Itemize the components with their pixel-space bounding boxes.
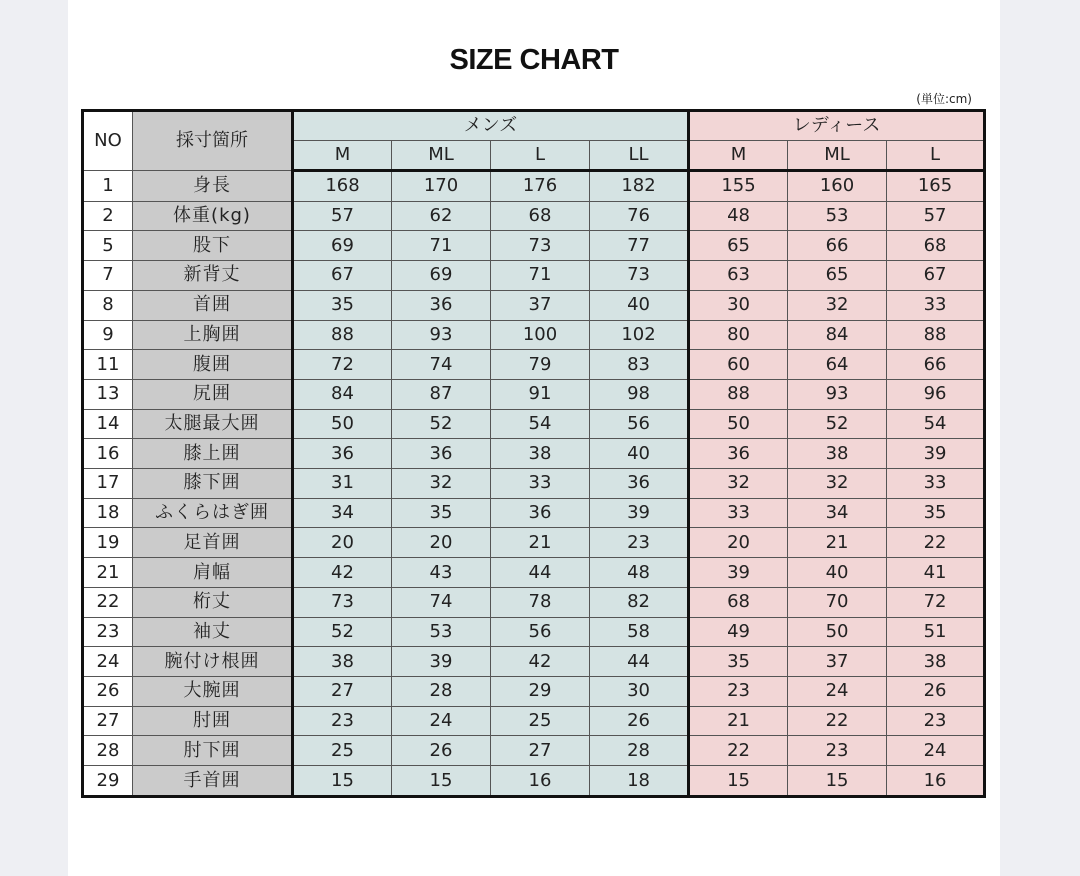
cell-ladies-value: 65 <box>788 261 887 291</box>
cell-mens-value: 71 <box>491 261 590 291</box>
header-mens-size: ML <box>392 141 491 171</box>
cell-ladies-value: 26 <box>887 676 985 706</box>
cell-ladies-value: 72 <box>887 587 985 617</box>
cell-mens-value: 20 <box>392 528 491 558</box>
cell-ladies-value: 48 <box>689 201 788 231</box>
cell-mens-value: 35 <box>293 290 392 320</box>
cell-mens-value: 28 <box>590 736 689 766</box>
table-row <box>83 350 985 380</box>
cell-mens-value: 84 <box>293 379 392 409</box>
cell-mens-value: 74 <box>392 587 491 617</box>
cell-ladies-value: 52 <box>788 409 887 439</box>
cell-mens-value: 20 <box>293 528 392 558</box>
cell-ladies-value: 54 <box>887 409 985 439</box>
table-row <box>83 379 985 409</box>
cell-part: 足首囲 <box>133 528 293 558</box>
cell-no: 27 <box>83 706 133 736</box>
cell-mens-value: 25 <box>491 706 590 736</box>
cell-ladies-value: 51 <box>887 617 985 647</box>
cell-part: ふくらはぎ囲 <box>133 498 293 528</box>
header-mens-size: L <box>491 141 590 171</box>
cell-mens-value: 93 <box>392 320 491 350</box>
cell-part: 大腕囲 <box>133 676 293 706</box>
cell-mens-value: 40 <box>590 290 689 320</box>
table-body <box>83 171 985 797</box>
cell-mens-value: 50 <box>293 409 392 439</box>
cell-ladies-value: 33 <box>887 469 985 499</box>
cell-part: 新背丈 <box>133 261 293 291</box>
cell-mens-value: 48 <box>590 558 689 588</box>
cell-ladies-value: 23 <box>788 736 887 766</box>
cell-mens-value: 100 <box>491 320 590 350</box>
cell-mens-value: 62 <box>392 201 491 231</box>
cell-part: 太腿最大囲 <box>133 409 293 439</box>
cell-ladies-value: 80 <box>689 320 788 350</box>
cell-mens-value: 16 <box>491 766 590 797</box>
cell-ladies-value: 20 <box>689 528 788 558</box>
cell-part: 膝下囲 <box>133 469 293 499</box>
cell-ladies-value: 32 <box>689 469 788 499</box>
unit-note: (単位:cm) <box>916 92 972 106</box>
cell-mens-value: 73 <box>491 231 590 261</box>
cell-mens-value: 182 <box>590 171 689 202</box>
cell-no: 9 <box>83 320 133 350</box>
cell-ladies-value: 35 <box>689 647 788 677</box>
cell-mens-value: 38 <box>491 439 590 469</box>
header-mens-size: LL <box>590 141 689 171</box>
cell-mens-value: 23 <box>293 706 392 736</box>
cell-mens-value: 44 <box>590 647 689 677</box>
cell-mens-value: 176 <box>491 171 590 202</box>
cell-ladies-value: 49 <box>689 617 788 647</box>
cell-mens-value: 73 <box>293 587 392 617</box>
cell-ladies-value: 33 <box>689 498 788 528</box>
cell-ladies-value: 39 <box>887 439 985 469</box>
cell-ladies-value: 66 <box>788 231 887 261</box>
cell-no: 23 <box>83 617 133 647</box>
cell-ladies-value: 63 <box>689 261 788 291</box>
cell-ladies-value: 70 <box>788 587 887 617</box>
cell-mens-value: 35 <box>392 498 491 528</box>
cell-ladies-value: 165 <box>887 171 985 202</box>
cell-mens-value: 15 <box>392 766 491 797</box>
cell-ladies-value: 65 <box>689 231 788 261</box>
table-row <box>83 290 985 320</box>
table-row <box>83 261 985 291</box>
header-mens: メンズ <box>293 111 689 141</box>
cell-ladies-value: 41 <box>887 558 985 588</box>
cell-mens-value: 30 <box>590 676 689 706</box>
cell-no: 11 <box>83 350 133 380</box>
table-row <box>83 201 985 231</box>
cell-ladies-value: 84 <box>788 320 887 350</box>
cell-no: 13 <box>83 379 133 409</box>
cell-mens-value: 56 <box>491 617 590 647</box>
cell-ladies-value: 23 <box>689 676 788 706</box>
cell-mens-value: 42 <box>293 558 392 588</box>
cell-ladies-value: 22 <box>887 528 985 558</box>
cell-mens-value: 69 <box>293 231 392 261</box>
cell-mens-value: 21 <box>491 528 590 558</box>
table-row <box>83 409 985 439</box>
cell-mens-value: 72 <box>293 350 392 380</box>
cell-ladies-value: 88 <box>689 379 788 409</box>
cell-ladies-value: 53 <box>788 201 887 231</box>
cell-mens-value: 31 <box>293 469 392 499</box>
cell-mens-value: 36 <box>392 439 491 469</box>
table-row <box>83 736 985 766</box>
cell-mens-value: 33 <box>491 469 590 499</box>
cell-mens-value: 83 <box>590 350 689 380</box>
cell-ladies-value: 68 <box>689 587 788 617</box>
header-no: NO <box>83 111 133 171</box>
cell-ladies-value: 88 <box>887 320 985 350</box>
table-row <box>83 617 985 647</box>
cell-ladies-value: 57 <box>887 201 985 231</box>
cell-ladies-value: 39 <box>689 558 788 588</box>
cell-mens-value: 74 <box>392 350 491 380</box>
cell-mens-value: 170 <box>392 171 491 202</box>
cell-ladies-value: 67 <box>887 261 985 291</box>
cell-part: 袖丈 <box>133 617 293 647</box>
cell-ladies-value: 93 <box>788 379 887 409</box>
header-part: 採寸箇所 <box>133 111 293 171</box>
cell-mens-value: 25 <box>293 736 392 766</box>
header-ladies-size: ML <box>788 141 887 171</box>
cell-ladies-value: 22 <box>689 736 788 766</box>
cell-part: 上胸囲 <box>133 320 293 350</box>
table-row <box>83 587 985 617</box>
cell-mens-value: 79 <box>491 350 590 380</box>
cell-no: 17 <box>83 469 133 499</box>
table-row <box>83 320 985 350</box>
header-ladies-size: M <box>689 141 788 171</box>
cell-mens-value: 29 <box>491 676 590 706</box>
cell-ladies-value: 21 <box>788 528 887 558</box>
cell-mens-value: 78 <box>491 587 590 617</box>
cell-mens-value: 73 <box>590 261 689 291</box>
cell-mens-value: 76 <box>590 201 689 231</box>
cell-mens-value: 15 <box>293 766 392 797</box>
cell-ladies-value: 21 <box>689 706 788 736</box>
cell-mens-value: 87 <box>392 379 491 409</box>
cell-part: 体重(kg) <box>133 201 293 231</box>
size-chart-table <box>81 109 986 798</box>
cell-ladies-value: 66 <box>887 350 985 380</box>
cell-no: 29 <box>83 766 133 797</box>
cell-mens-value: 71 <box>392 231 491 261</box>
cell-no: 18 <box>83 498 133 528</box>
cell-no: 24 <box>83 647 133 677</box>
cell-mens-value: 42 <box>491 647 590 677</box>
cell-no: 14 <box>83 409 133 439</box>
cell-no: 2 <box>83 201 133 231</box>
cell-mens-value: 43 <box>392 558 491 588</box>
cell-mens-value: 54 <box>491 409 590 439</box>
table-row <box>83 498 985 528</box>
cell-ladies-value: 24 <box>788 676 887 706</box>
cell-ladies-value: 34 <box>788 498 887 528</box>
header-ladies: レディース <box>689 111 985 141</box>
cell-mens-value: 26 <box>392 736 491 766</box>
cell-ladies-value: 40 <box>788 558 887 588</box>
cell-mens-value: 40 <box>590 439 689 469</box>
cell-mens-value: 28 <box>392 676 491 706</box>
cell-mens-value: 39 <box>392 647 491 677</box>
cell-no: 7 <box>83 261 133 291</box>
cell-no: 8 <box>83 290 133 320</box>
cell-mens-value: 18 <box>590 766 689 797</box>
cell-part: 尻囲 <box>133 379 293 409</box>
cell-mens-value: 52 <box>293 617 392 647</box>
cell-part: 肩幅 <box>133 558 293 588</box>
cell-mens-value: 37 <box>491 290 590 320</box>
cell-ladies-value: 22 <box>788 706 887 736</box>
cell-mens-value: 26 <box>590 706 689 736</box>
table-row <box>83 647 985 677</box>
cell-ladies-value: 38 <box>887 647 985 677</box>
cell-mens-value: 27 <box>491 736 590 766</box>
cell-mens-value: 36 <box>491 498 590 528</box>
cell-ladies-value: 30 <box>689 290 788 320</box>
table-row <box>83 528 985 558</box>
cell-mens-value: 44 <box>491 558 590 588</box>
cell-part: 股下 <box>133 231 293 261</box>
cell-part: 腕付け根囲 <box>133 647 293 677</box>
cell-mens-value: 38 <box>293 647 392 677</box>
cell-mens-value: 36 <box>590 469 689 499</box>
table-row <box>83 676 985 706</box>
table-row <box>83 706 985 736</box>
cell-part: 肘下囲 <box>133 736 293 766</box>
table-row <box>83 231 985 261</box>
cell-mens-value: 34 <box>293 498 392 528</box>
header-ladies-size: L <box>887 141 985 171</box>
cell-mens-value: 36 <box>392 290 491 320</box>
cell-mens-value: 68 <box>491 201 590 231</box>
cell-part: 身長 <box>133 171 293 202</box>
cell-ladies-value: 23 <box>887 706 985 736</box>
cell-part: 肘囲 <box>133 706 293 736</box>
cell-ladies-value: 60 <box>689 350 788 380</box>
page-title: SIZE CHART <box>449 44 619 76</box>
cell-ladies-value: 32 <box>788 469 887 499</box>
cell-part: 手首囲 <box>133 766 293 797</box>
table-row <box>83 469 985 499</box>
cell-mens-value: 27 <box>293 676 392 706</box>
cell-mens-value: 32 <box>392 469 491 499</box>
cell-ladies-value: 160 <box>788 171 887 202</box>
cell-mens-value: 102 <box>590 320 689 350</box>
cell-mens-value: 53 <box>392 617 491 647</box>
cell-mens-value: 58 <box>590 617 689 647</box>
cell-mens-value: 23 <box>590 528 689 558</box>
cell-ladies-value: 15 <box>788 766 887 797</box>
cell-mens-value: 91 <box>491 379 590 409</box>
header-mens-size: M <box>293 141 392 171</box>
cell-no: 26 <box>83 676 133 706</box>
cell-ladies-value: 24 <box>887 736 985 766</box>
cell-ladies-value: 16 <box>887 766 985 797</box>
cell-no: 16 <box>83 439 133 469</box>
cell-mens-value: 39 <box>590 498 689 528</box>
cell-mens-value: 57 <box>293 201 392 231</box>
cell-ladies-value: 36 <box>689 439 788 469</box>
cell-ladies-value: 68 <box>887 231 985 261</box>
cell-mens-value: 88 <box>293 320 392 350</box>
cell-no: 28 <box>83 736 133 766</box>
cell-ladies-value: 50 <box>689 409 788 439</box>
cell-no: 21 <box>83 558 133 588</box>
cell-ladies-value: 35 <box>887 498 985 528</box>
cell-mens-value: 56 <box>590 409 689 439</box>
cell-ladies-value: 50 <box>788 617 887 647</box>
cell-ladies-value: 33 <box>887 290 985 320</box>
cell-no: 19 <box>83 528 133 558</box>
cell-mens-value: 69 <box>392 261 491 291</box>
table-row <box>83 171 985 202</box>
cell-mens-value: 24 <box>392 706 491 736</box>
table-row <box>83 439 985 469</box>
cell-mens-value: 67 <box>293 261 392 291</box>
cell-ladies-value: 38 <box>788 439 887 469</box>
cell-no: 22 <box>83 587 133 617</box>
cell-part: 首囲 <box>133 290 293 320</box>
cell-ladies-value: 155 <box>689 171 788 202</box>
cell-ladies-value: 96 <box>887 379 985 409</box>
cell-mens-value: 98 <box>590 379 689 409</box>
cell-ladies-value: 32 <box>788 290 887 320</box>
cell-mens-value: 82 <box>590 587 689 617</box>
cell-mens-value: 52 <box>392 409 491 439</box>
cell-part: 膝上囲 <box>133 439 293 469</box>
cell-part: 桁丈 <box>133 587 293 617</box>
cell-no: 1 <box>83 171 133 202</box>
cell-mens-value: 168 <box>293 171 392 202</box>
cell-ladies-value: 64 <box>788 350 887 380</box>
table-row <box>83 766 985 797</box>
cell-ladies-value: 15 <box>689 766 788 797</box>
cell-mens-value: 36 <box>293 439 392 469</box>
cell-no: 5 <box>83 231 133 261</box>
cell-part: 腹囲 <box>133 350 293 380</box>
cell-mens-value: 77 <box>590 231 689 261</box>
table-row <box>83 558 985 588</box>
cell-ladies-value: 37 <box>788 647 887 677</box>
